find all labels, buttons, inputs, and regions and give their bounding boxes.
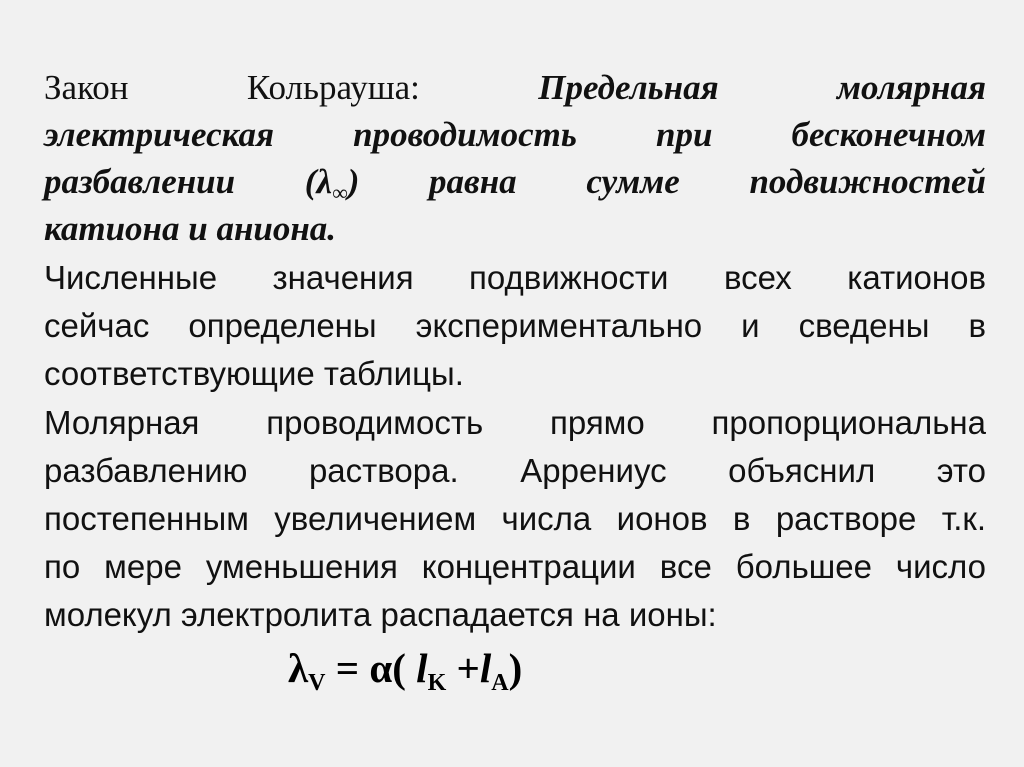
mobility-line-3: соответствующие таблицы. <box>44 355 464 392</box>
arrhenius-formula <box>288 642 522 694</box>
formula-lambda: λ <box>288 645 309 691</box>
kohlrausch-line-2: электрическая проводимость при бесконечном <box>44 115 986 154</box>
law-text-sum: ) равна сумме подвижностей <box>347 162 986 201</box>
law-text-dilution: разбавлении ( <box>44 162 317 201</box>
formula-lambda-sub: V <box>308 670 326 696</box>
formula-l-anion: l <box>479 645 492 691</box>
law-text-start: Предельная молярная <box>538 68 987 107</box>
molar-line-5: молекул электролита распадается на ионы: <box>44 596 717 633</box>
molar-line-4: по мере уменьшения концентрации все большее число <box>44 548 986 585</box>
molar-line-2: разбавлению раствора. Аррениус объяснил это <box>44 452 986 489</box>
kohlrausch-line-3 <box>44 160 986 204</box>
formula-close-paren: ) <box>508 645 523 691</box>
kohlrausch-line-1 <box>44 66 986 110</box>
formula-l-anion-sub: A <box>491 670 509 696</box>
formula-l-cation-sub: K <box>427 670 447 696</box>
law-title: Закон Кольрауша: <box>44 68 420 107</box>
formula-equals: = <box>325 645 370 691</box>
lambda-infinity-symbol: $\lambda_\infty$ <box>316 162 348 205</box>
formula-plus: + <box>446 645 480 691</box>
formula-l-cation: l <box>416 645 428 691</box>
formula-open-paren: ( <box>392 645 417 691</box>
formula-alpha: α <box>369 645 393 691</box>
molar-line-1: Молярная проводимость прямо пропорциональна <box>44 404 986 441</box>
kohlrausch-line-4: катиона и аниона. <box>44 209 337 248</box>
molar-line-3: постепенным увеличением числа ионов в растворе т.к. <box>44 500 986 537</box>
mobility-line-2: сейчас определены экспериментально и сведены в <box>44 307 986 344</box>
mobility-line-1: Численные значения подвижности всех катионов <box>44 259 986 296</box>
